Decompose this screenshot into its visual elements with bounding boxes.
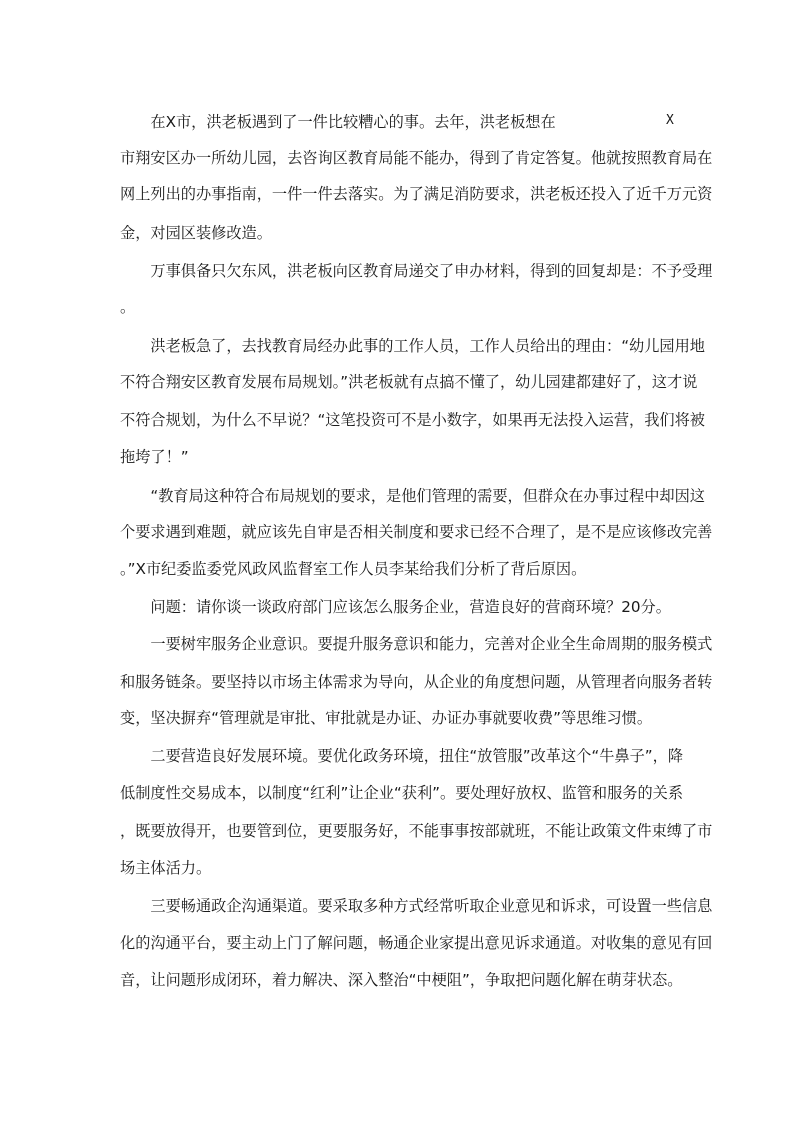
text-line: 一要树牢服务企业意识。要提升服务意识和能力，完善对企业全生命周期的服务模式 [120,635,713,653]
text-line: “教育局这种符合布局规划的要求，是他们管理的需要，但群众在办事过程中却因这 [120,487,705,505]
text-line: 个要求遇到难题，就应该先自审是否相关制度和要求已经不合理了，是不是应该修改完善 [120,523,713,541]
text-line: 在X市，洪老板遇到了一件比较糟心的事。去年，洪老板想在 [120,113,556,131]
text-line: 和服务链条。要坚持以市场主体需求为导向，从企业的角度想问题，从管理者向服务者转 [120,673,713,691]
text-line: 网上列出的办事指南，一件一件去落实。为了满足消防要求，洪老板还投入了近千万元资 [120,185,713,203]
text-line: 不符合规划，为什么不早说？“这笔投资可不是小数字，如果再无法投入运营，我们将被 [120,411,705,429]
text-line: 洪老板急了，去找教育局经办此事的工作人员，工作人员给出的理由：“幼儿园用地 [120,337,705,355]
corner-marker: X [666,113,674,128]
text-line: 变，坚决摒弃“管理就是审批、审批就是办证、办证办事就要收费”等思维习惯。 [120,709,653,727]
text-line: 。”X市纪委监委党风政风监督室工作人员李某给我们分析了背后原因。 [120,560,587,578]
text-line: 市翔安区办一所幼儿园，去咨询区教育局能不能办，得到了肯定答复。他就按照教育局在 [120,149,713,167]
text-line: 万事俱备只欠东风，洪老板向区教育局递交了申办材料，得到的回复却是：不予受理 [120,262,713,280]
text-line: 二要营造良好发展环境。要优化政务环境，扭住“放管服”改革这个“牛鼻子”，降 [120,747,684,765]
text-line: 三要畅通政企沟通渠道。要采取多种方式经常听取企业意见和诉求，可设置一些信息 [120,897,713,915]
text-line: ，既要放得开，也要管到位，更要服务好，不能事事按部就班，不能让政策文件束缚了市 [120,822,713,840]
text-line: 低制度性交易成本，以制度“红利”让企业“获利”。要处理好放权、监管和服务的关系 [120,784,684,802]
text-line: 音，让问题形成闭环，着力解决、深入整治“中梗阻”，争取把问题化解在萌芽状态。 [120,971,683,989]
text-line: 不符合翔安区教育发展布局规划。”洪老板就有点搞不懂了，幼儿园建都建好了，这才说 [120,373,698,391]
text-line: 。 [120,298,136,316]
text-line: 化的沟通平台，要主动上门了解问题，畅通企业家提出意见诉求通道。对收集的意见有回 [120,934,713,952]
text-line: 拖垮了！” [120,448,189,466]
text-line: 金，对园区装修改造。 [120,224,272,242]
text-line: 场主体活力。 [120,859,212,877]
text-line: 问题：请你谈一谈政府部门应该怎么服务企业，营造良好的营商环境？20分。 [120,598,671,616]
